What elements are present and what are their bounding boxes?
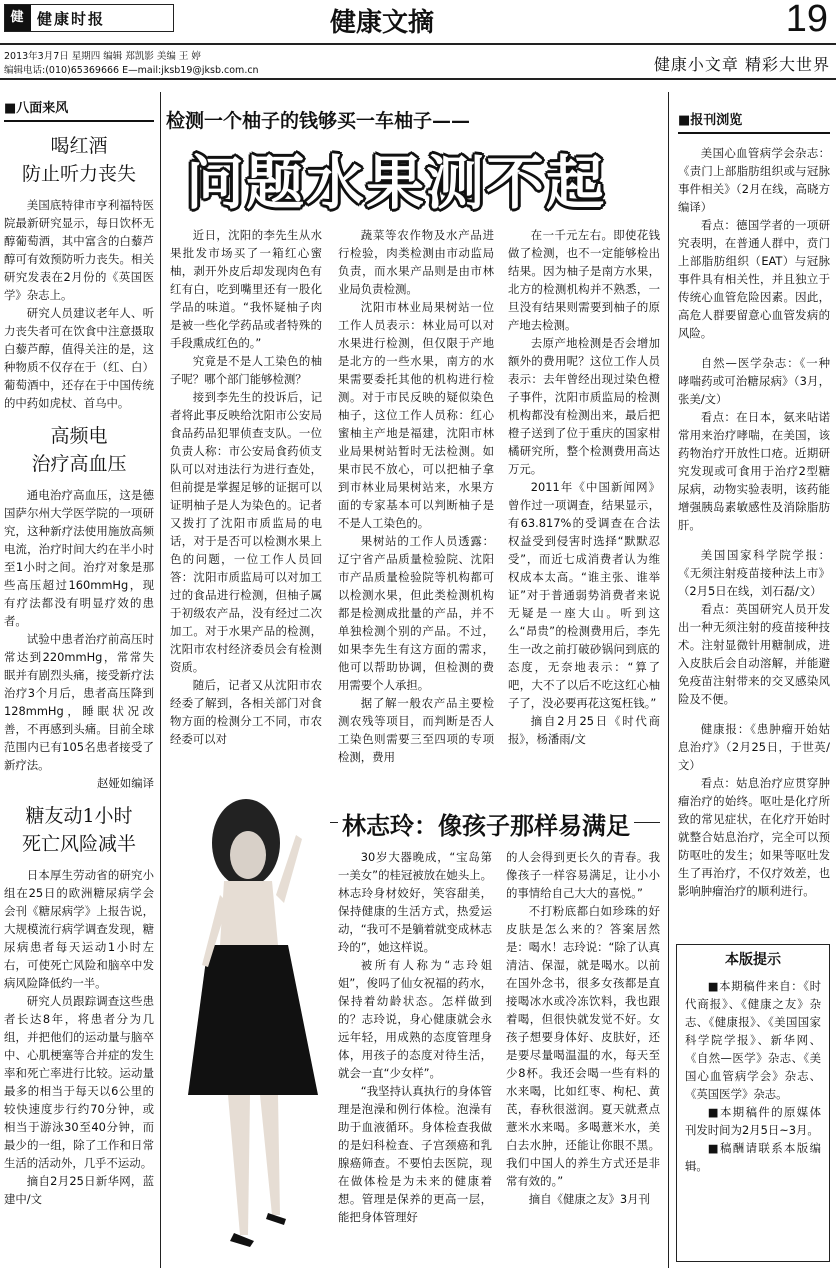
column-divider <box>668 92 669 1268</box>
section-title: 健康文摘 <box>330 8 435 38</box>
paragraph: 在一千元左右。即使花钱做了检测，也不一定能够检出结果。因为柚子是南方水果，北方的检测机构并不熟悉，一旦没有结果则需要到柚子的原产地去检测。 <box>508 228 660 332</box>
star-headline: 林志玲：像孩子那样易满足 <box>338 806 634 841</box>
main-col-1 <box>170 226 322 794</box>
column-title: ■报刊浏览 <box>678 112 830 134</box>
main-kicker: 检测一个柚子的钱够买一车柚子—— <box>166 110 471 132</box>
note-line: 看点：在日本，氨来呫诺常用来治疗哮喘，在美国，该药物治疗开放性口疮。近期研究发现或可食用于治疗2型糖尿病，动物实验表明，该药能增强胰岛素敏感性及消除脂肪肝。 <box>678 410 830 532</box>
paragraph: 据了解一般农产品主要检测农残等项目，而判断是否人工染色则需要三至四项的专项检测，费用 <box>338 696 494 764</box>
paragraph: 随后，记者又从沈阳市农经委了解到，各相关部门对食物方面的检测分工不同，市农经委可以对 <box>170 678 322 746</box>
contact-line: 编辑电话:(010)65369666 E—mail:jksb19@jksb.com.cn <box>4 65 259 76</box>
slogan: 健康小文章 精彩大世界 <box>653 55 830 74</box>
notice-item: ■本期稿件的原媒体刊发时间为2月5日~3月。 <box>685 1105 821 1137</box>
paragraph: 究竟是不是人工染色的柚子呢？哪个部门能够检测？ <box>170 354 322 386</box>
paragraph: 被所有人称为“志玲姐姐”，俊吗了仙女祝福的药水，保持着幼龄状态。怎样做到的？志玲说，身心健康就会永远年轻，用成熟的态度管理身体，用孩子的态度对待生活，就会一直“少女样”。 <box>338 958 492 1080</box>
star-photo <box>168 795 330 1255</box>
paragraph: 蔬菜等农作物及水产品进行检验，肉类检测由市动监局负责，而水果产品则是由市林业局负责检测。 <box>338 228 494 296</box>
paragraph: 接到李先生的投诉后，记者将此事反映给沈阳市公安局食品药品犯罪侦查支队。一位负责人称：市公安局食药侦支队可以对违法行为进行查处，但前提是掌握足够的证据可以证明柚子是人为染色的。记者又拨打了沈阳市质监局的电话，对于是否可以检测水果上色的问题，一位工作人员回答：沈阳市质监局可以对加工过的食品进行检测，但柚子属于初级农产品，没有经过二次加工。对于水果产品的检测，沈阳市农村经济委员会有检测资质。 <box>170 390 322 674</box>
article-headline: 喝红酒 防止听力丧失 <box>21 135 136 185</box>
left-column <box>4 100 154 1270</box>
paragraph: 通电治疗高血压，这是德国萨尔州大学医学院的一项研究，这种新疗法使用施放高频电流，治疗时间大约在半小时至1小时之间。治疗对象是那些高压超过160mmHg，现有疗法都没有明显疗效的患者。 <box>4 488 154 628</box>
credit: 摘自2月25日《时代商报》，杨潘雨/文 <box>508 714 660 746</box>
paragraph: 研究人员跟踪调查这些患者长达8年，将患者分为几组，并把他们的运动量与脑卒中、心肌梗塞等合并症的发生率和死亡率进行比较。运动量最多的相当于每天以6公里的较快速度步行约70分钟，或相当于游泳30至40分钟，而最少的一组，除了工作和日常生活的活动外，几乎不运动。 <box>4 994 154 1170</box>
note-line: 看点：德国学者的一项研究表明，在普通人群中，贲门上部脂肪组织（EAT）与冠脉事件具有相关性，并且独立于传统心血管危险因素。因此，高危人群要留意心血管发病的风险。 <box>678 218 830 340</box>
credit: 赵娅如编译 <box>97 776 154 790</box>
column-title: ■八面来风 <box>4 100 154 122</box>
paragraph: 研究人员建议老年人、听力丧失者可在饮食中注意摄取白藜芦醇，值得关注的是，这种物质不仅存在于（红、白）葡萄酒中，还存在于中国传统的中药如虎杖、首乌中。 <box>4 306 154 410</box>
main-col-2 <box>338 226 494 804</box>
article-headline: 糖友动1小时 死亡风险减半 <box>21 805 136 855</box>
paragraph: 30岁大器晚成，“宝岛第一美女”的桂冠被放在她头上。林志玲身材姣好，笑容甜美，保持健康的生活方式，热爱运动，“我可不是躺着就变成林志玲的”，她这样说。 <box>338 850 492 954</box>
paragraph: 不打粉底都白如珍珠的好皮肤是怎么来的？答案居然是：喝水！志玲说：“除了认真清洁、保湿，就是喝水。以前在国外念书，很多女孩都是直接喝冰水或冷冻饮料，我也跟着喝，但很快就发觉不好。女孩子想要身体好、皮肤好，还是要尽量喝温温的水，每天至少8杯。我还会喝一些有料的水来喝，比如红枣、枸杞、黄芪，春秋很滋润。夏天就煮点薏米水来喝。多喝薏米水，美白去水肿，还能让你眼不黑。我们中国人的养生方式还是非常有效的。” <box>506 904 660 1188</box>
main-col-3 <box>508 226 660 802</box>
source-line: 健康报：《患肿瘤开始姑息治疗》（2月25日，于世英/文） <box>678 722 830 772</box>
note-line: 看点：姑息治疗应贯穿肿瘤治疗的始终。呕吐是化疗所致的常见症状，在化疗开始时就整合姑息治疗，完全可以预防呕吐的发生；如果等呕吐发生了再治疗，不仅疗效差，也影响肿瘤治疗的顺利进行。 <box>678 776 830 898</box>
page-number: 19 <box>785 0 828 40</box>
note-line: 看点：英国研究人员开发出一种无须注射的疫苗接种技术。注射显微针用糖制成，进入皮肤后会自动溶解，并能避免疫苗注射带来的交叉感染风险及不便。 <box>678 602 830 706</box>
logo-text: 健康时报 <box>37 9 106 28</box>
logo-icon: 健 <box>5 5 31 31</box>
star-col-1 <box>338 848 492 1268</box>
paragraph: 美国底特律市亨利福特医院最新研究显示，每日饮杯无醇葡萄酒，其中富含的白藜芦醇可有效预防听力丧失。相关研究发表在2月份的《英国医学》杂志上。 <box>4 198 154 302</box>
main-headline: 问题水果测不起 <box>186 149 607 217</box>
paragraph: 日本厚生劳动省的研究小组在25日的欧洲糖尿病学会会刊《糖尿病学》上报告说，大规模流行病学调查发现，糖尿病患者每天运动1小时左右，可使死亡风险和脑卒中发病风险降低约一半。 <box>4 868 154 990</box>
paragraph: 的人会得到更长久的青春。我像孩子一样容易满足，让小小的事情给自己大大的喜悦。” <box>506 850 660 900</box>
source-line: 美国国家科学院学报：《无须注射疫苗接种法上市》（2月5日在线，刘石磊/文） <box>678 548 830 598</box>
woman-figure-icon <box>168 795 330 1255</box>
masthead-logo <box>4 4 174 32</box>
notice-title: 本版提示 <box>725 952 781 968</box>
article-headline: 高频电 治疗高血压 <box>31 425 127 475</box>
credit: 摘自《健康之友》3月刊 <box>528 1192 650 1206</box>
masthead-divider <box>0 43 836 45</box>
notice-box <box>676 944 830 1262</box>
star-col-2 <box>506 848 660 1268</box>
source-line: 自然—医学杂志：《一种哮喘药或可治糖尿病》（3月，张美/文） <box>678 356 830 406</box>
date-line: 2013年3月7日 星期四 编辑 郑凯影 美编 王 婷 <box>4 51 201 62</box>
credit: 摘自2月25日新华网，蓝建中/文 <box>4 1174 154 1206</box>
column-divider <box>160 92 161 1268</box>
paragraph: 沈阳市林业局果树站一位工作人员表示：林业局可以对水果进行检测，但仅限于产地是北方的一些水果，南方的水果需要委托其他的机构进行检测。对于市民反映的疑似染色柚子，这位工作人员称：红心蜜柚主产地是福建，沈阳市林业局果树站暂时无法检测。如果市民不放心，可以把柚子拿到市林业局果树站来，水果方面的专家基本可以判断柚子是不是人工染色的。 <box>338 300 494 530</box>
paragraph: 去原产地检测是否会增加额外的费用呢？这位工作人员表示：去年曾经出现过染色橙子事件，沈阳市质监局的检测机构都没有检测出来，最后把橙子送到了位于重庆的国家柑橘研究所，整个检测费用高达万元。 <box>508 336 660 476</box>
paragraph: 近日，沈阳的李先生从水果批发市场买了一箱红心蜜柚，剥开外皮后却发现肉色有红有白，吃到嘴里还有一股化学品的味道。“我怀疑柚子肉是被一些化学药品或者特殊的手段熏成红色的。” <box>170 228 322 350</box>
paragraph: 果树站的工作人员透露：辽宁省产品质量检验院、沈阳市产品质量检验院等机构都可以检测水果，但此类检测机构都是检测成批量的产品，并不单独检测个别的产品。不过，如果李先生有这方面的需求，他可以帮助协调，但检测的费用需要个人承担。 <box>338 534 494 692</box>
notice-item: ■稿酬请联系本版编辑。 <box>685 1141 821 1173</box>
notice-item: ■本期稿件来自：《时代商报》、《健康之友》杂志、《健康报》、《美国国家科学院学报》、新华网、《自然—医学》杂志、《美国心血管病学会》杂志、《英国医学》杂志。 <box>685 979 821 1101</box>
right-column <box>678 112 830 932</box>
header-divider <box>0 78 836 80</box>
paragraph: 试验中患者治疗前高压时常达到220mmHg，常常失眠并有剧烈头痛，接受新疗法治疗3个月后，患者高压降到128mmHg，睡眠状况改善，不再感到头痛。目前全球范围内已有105名患者接受了新疗法。 <box>4 632 154 772</box>
paragraph: “我坚持认真执行的身体管理是泡澡和例行体检。泡澡有助于血液循环。身体检查我做的是妇科检查、子宫颈癌和乳腺癌筛查。不要怕去医院，现在做体检是为未来的健康着想。管理是保养的更高一层，能把身体管理好 <box>338 1084 492 1224</box>
source-line: 美国心血管病学会杂志：《责门上部脂肪组织或与冠脉事件相关》（2月在线，高晓方编译） <box>678 146 830 214</box>
paragraph: 2011年《中国新闻网》曾作过一项调查，结果显示，有63.817%的受调查在合法权益受到侵害时选择“默默忍受”，而近七成消费者认为维权成本太高。“谁主张、谁举证”对于普通弱势消费者来说无疑是一座大山。听到这么“昂贵”的检测费用后，李先生一改之前打破砂锅问到底的态度，无奈地表示：“算了吧，大不了以后不吃这红心柚子了，没必要再花这冤枉钱。” <box>508 480 660 710</box>
